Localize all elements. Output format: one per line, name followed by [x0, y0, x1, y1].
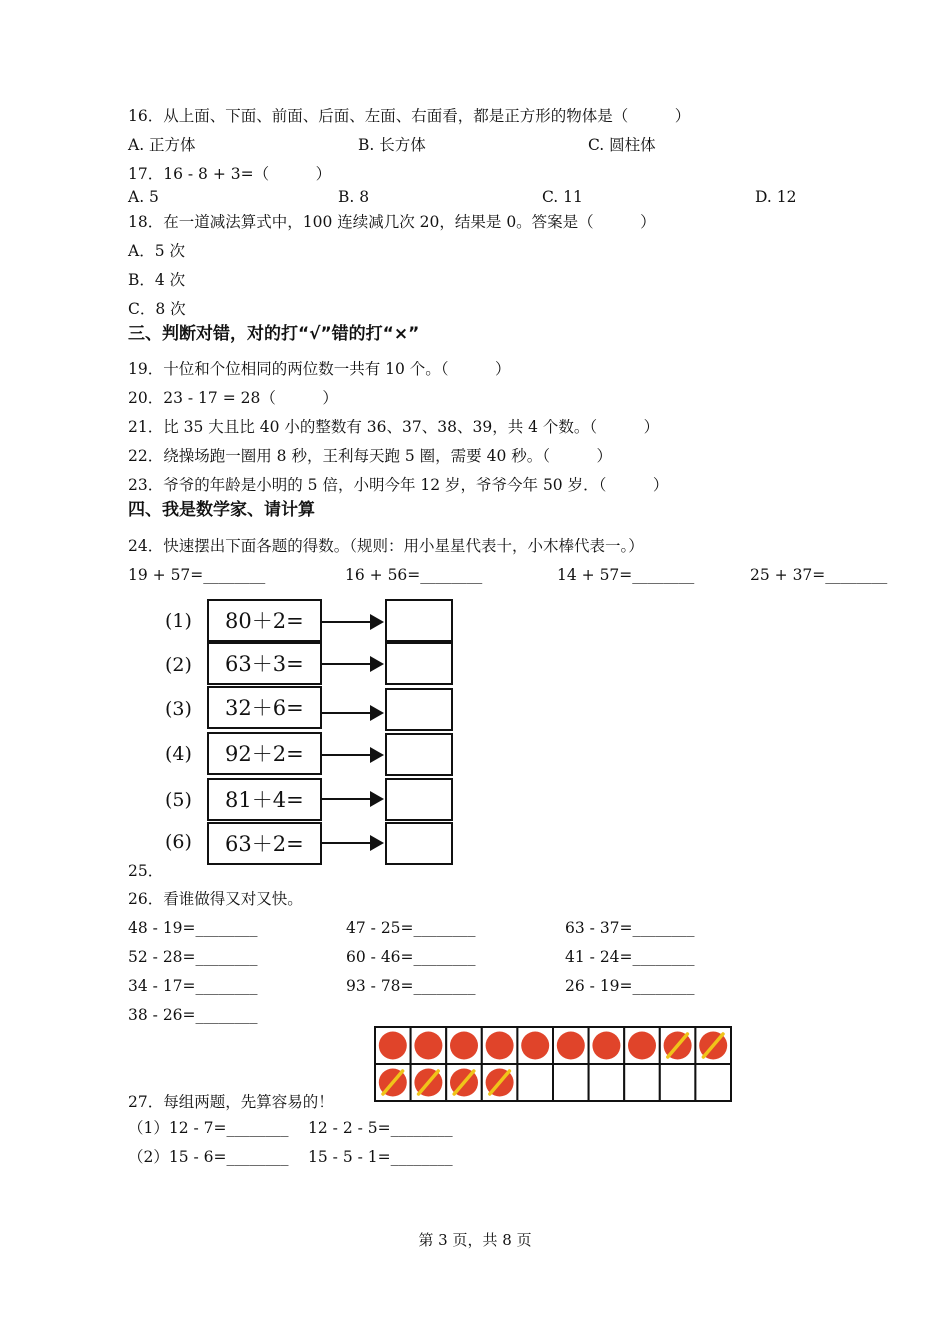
counter-dot: [592, 1032, 620, 1060]
q25-label: (1): [165, 610, 192, 632]
q25-answer-box[interactable]: [385, 778, 453, 821]
counter-dot: [486, 1032, 514, 1060]
counter-dot: [450, 1032, 478, 1060]
q27-item[interactable]: （1）12 - 7=________: [128, 1119, 289, 1137]
q20: 20．23 - 17 = 28（ ）: [128, 389, 338, 407]
q24-item[interactable]: 25 + 37=________: [750, 566, 888, 584]
q27-item[interactable]: 15 - 5 - 1=________: [308, 1148, 453, 1166]
q17-option-a[interactable]: A. 5: [128, 188, 159, 206]
counter-dot: [521, 1032, 549, 1060]
q16-option-a[interactable]: A. 正方体: [128, 136, 196, 154]
q25-expression-box: 63＋2=: [207, 822, 322, 865]
q24-stem: 24．快速摆出下面各题的得数。（规则：用小星星代表十，小木棒代表一。）: [128, 537, 644, 555]
q17-option-b[interactable]: B. 8: [338, 188, 370, 206]
q26-item[interactable]: 52 - 28=________: [128, 948, 258, 966]
q21: 21．比 35 大且比 40 小的整数有 36、37、38、39，共 4 个数。（ ）: [128, 418, 660, 436]
counter-dot: [379, 1032, 407, 1060]
counter-cell: [695, 1064, 731, 1101]
q22: 22．绕操场跑一圈用 8 秒，王利每天跑 5 圈，需要 40 秒。（ ）: [128, 447, 612, 465]
q26-item[interactable]: 38 - 26=________: [128, 1006, 258, 1024]
q25-answer-box[interactable]: [385, 822, 453, 865]
q25-answer-box[interactable]: [385, 688, 453, 731]
q25-label: (6): [165, 831, 192, 853]
arrow-right-icon: [322, 835, 385, 851]
counter-cell: [660, 1064, 696, 1101]
q26-item[interactable]: 93 - 78=________: [346, 977, 476, 995]
counter-cell: [589, 1064, 625, 1101]
q16-stem: 16．从上面、下面、前面、后面、左面、右面看，都是正方形的物体是（ ）: [128, 107, 691, 125]
counter-grid-image: [372, 1025, 734, 1103]
q25-expression-box: 81＋4=: [207, 778, 322, 821]
q26-item[interactable]: 47 - 25=________: [346, 919, 476, 937]
q16-option-b[interactable]: B. 长方体: [358, 136, 426, 154]
q24-item[interactable]: 16 + 56=________: [345, 566, 483, 584]
q23: 23．爷爷的年龄是小明的 5 倍，小明今年 12 岁，爷爷今年 50 岁．（ ）: [128, 476, 669, 494]
q25-expression-box: 80＋2=: [207, 599, 322, 642]
counter-dot: [557, 1032, 585, 1060]
q26-item[interactable]: 41 - 24=________: [565, 948, 695, 966]
q24-item[interactable]: 19 + 57=________: [128, 566, 266, 584]
q26-stem: 26．看谁做得又对又快。: [128, 890, 303, 908]
page-footer: 第 3 页，共 8 页: [418, 1231, 532, 1249]
arrow-right-icon: [322, 705, 385, 721]
q26-item[interactable]: 63 - 37=________: [565, 919, 695, 937]
q26-item[interactable]: 34 - 17=________: [128, 977, 258, 995]
q25-answer-box[interactable]: [385, 733, 453, 776]
q25-label: (5): [165, 789, 192, 811]
q26-item[interactable]: 48 - 19=________: [128, 919, 258, 937]
q25-expression-box: 92＋2=: [207, 732, 322, 775]
arrow-right-icon: [322, 791, 385, 807]
counter-cell: [517, 1064, 553, 1101]
counter-dot: [628, 1032, 656, 1060]
q27-item[interactable]: 12 - 2 - 5=________: [308, 1119, 453, 1137]
counter-dot: [414, 1032, 442, 1060]
q26-item[interactable]: 26 - 19=________: [565, 977, 695, 995]
q18-stem: 18．在一道减法算式中，100 连续减几次 20，结果是 0。答案是（ ）: [128, 213, 656, 231]
arrow-right-icon: [322, 656, 385, 672]
q25-label: (3): [165, 698, 192, 720]
q18-option-b[interactable]: B．4 次: [128, 271, 186, 289]
arrow-right-icon: [322, 614, 385, 630]
q25-expression-box: 63＋3=: [207, 642, 322, 685]
q18-option-a[interactable]: A．5 次: [128, 242, 185, 260]
section-3-heading: 三、判断对错，对的打“√”错的打“×”: [128, 324, 420, 344]
counter-cell: [553, 1064, 589, 1101]
q25-label: (4): [165, 743, 192, 765]
q17-stem: 17．16 - 8 + 3=（ ）: [128, 165, 332, 183]
q25-number: 25．: [128, 862, 164, 880]
q16-option-c[interactable]: C. 圆柱体: [588, 136, 656, 154]
counter-cell: [624, 1064, 660, 1101]
q25-expression-box: 32＋6=: [207, 686, 322, 729]
q24-item[interactable]: 14 + 57=________: [557, 566, 695, 584]
arrow-right-icon: [322, 747, 385, 763]
q27-item[interactable]: （2）15 - 6=________: [128, 1148, 289, 1166]
q17-option-c[interactable]: C. 11: [542, 188, 583, 206]
section-4-heading: 四、我是数学家、请计算: [128, 500, 315, 520]
q27-stem: 27．每组两题，先算容易的！: [128, 1093, 334, 1111]
q17-option-d[interactable]: D. 12: [755, 188, 797, 206]
q25-label: (2): [165, 654, 192, 676]
q25-answer-box[interactable]: [385, 642, 453, 685]
q19: 19．十位和个位相同的两位数一共有 10 个。（ ）: [128, 360, 511, 378]
q18-option-c[interactable]: C．8 次: [128, 300, 186, 318]
q25-answer-box[interactable]: [385, 599, 453, 642]
q26-item[interactable]: 60 - 46=________: [346, 948, 476, 966]
